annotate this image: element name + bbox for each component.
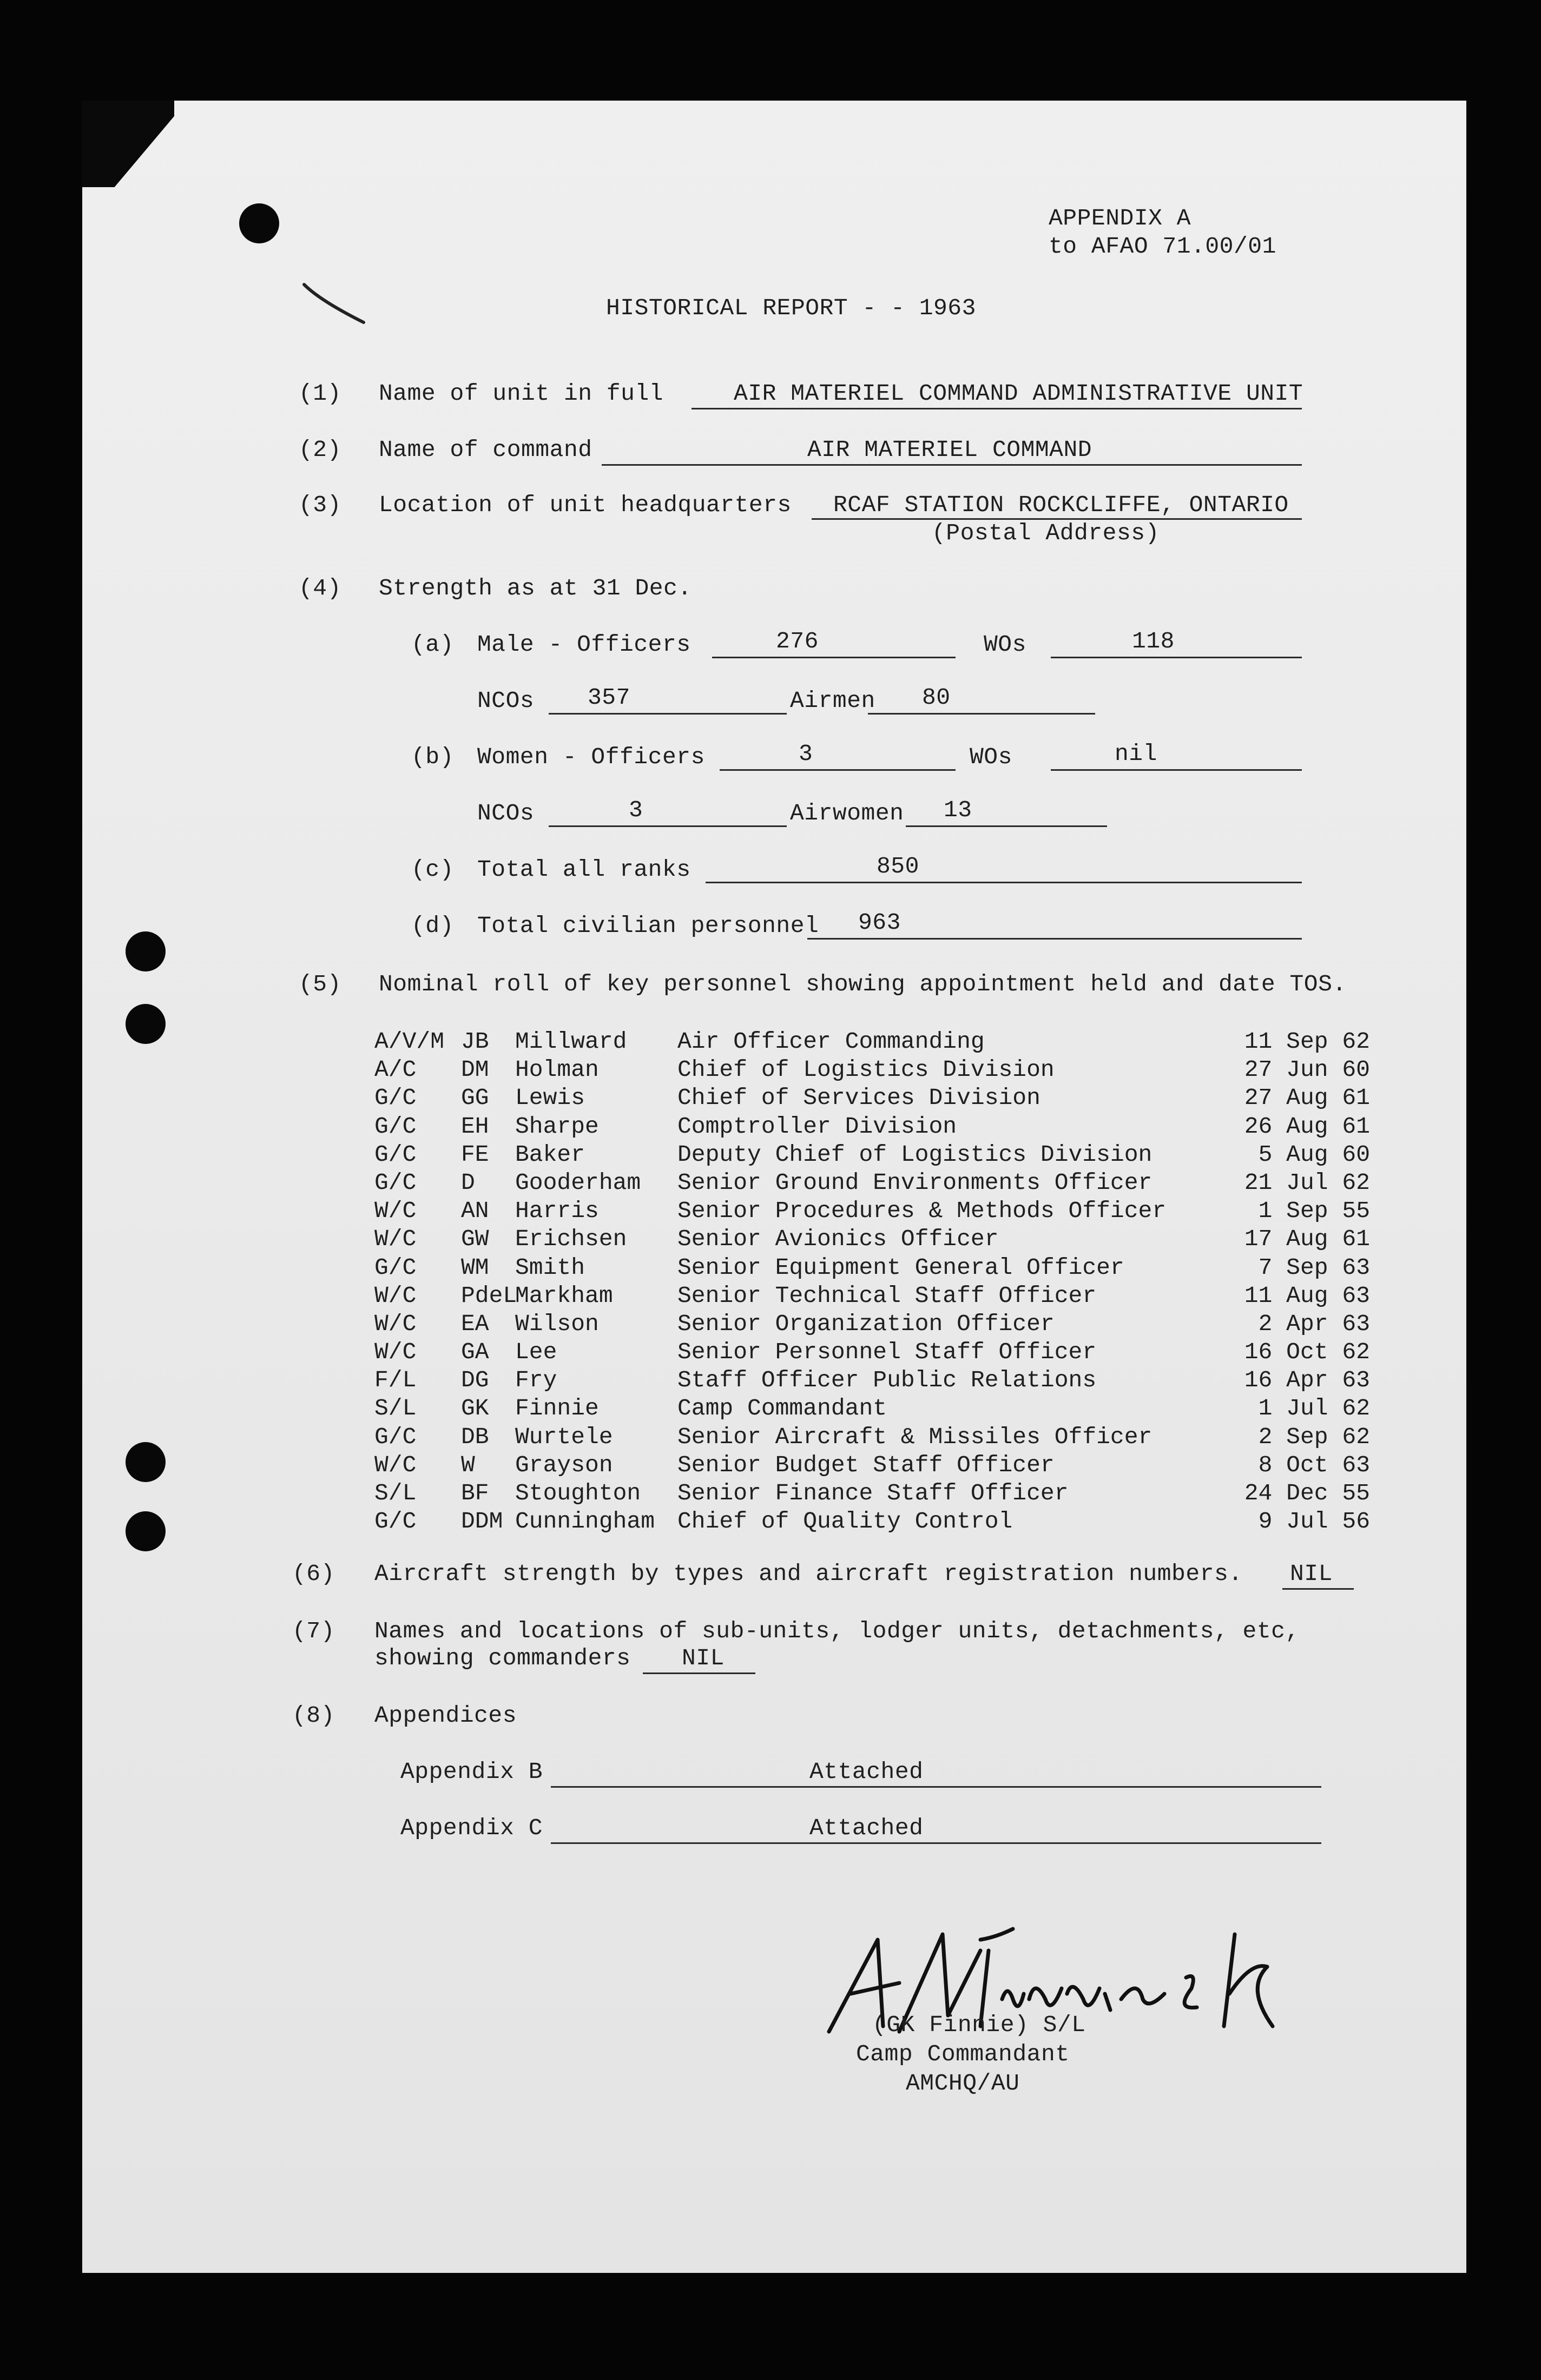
personnel-rank: F/L (374, 1367, 417, 1394)
strength-label: Strength as at 31 Dec. (379, 575, 692, 601)
personnel-appointment: Deputy Chief of Logistics Division (677, 1141, 1153, 1168)
personnel-appointment: Camp Commandant (677, 1395, 887, 1422)
personnel-name: Gooderham (515, 1169, 641, 1196)
personnel-appointment: Chief of Quality Control (677, 1508, 1013, 1535)
personnel-rank: G/C (374, 1508, 417, 1535)
personnel-name: Harris (515, 1198, 599, 1225)
punch-hole (126, 1442, 166, 1482)
sub-item-tag: (c) (411, 856, 454, 883)
personnel-date-tos: 27 Aug 61 (1244, 1085, 1370, 1112)
punch-hole (126, 931, 166, 971)
personnel-rank: G/C (374, 1423, 417, 1450)
sub-item-tag: (b) (411, 744, 454, 770)
item-number: (3) (299, 492, 341, 518)
airmen-value: 80 (922, 684, 951, 711)
personnel-name: Millward (515, 1028, 627, 1055)
personnel-initials: EA (461, 1310, 489, 1337)
signatory-title: Camp Commandant (856, 2041, 1070, 2067)
personnel-name: Grayson (515, 1451, 613, 1478)
personnel-date-tos: 7 Sep 63 (1258, 1254, 1370, 1281)
personnel-name: Stoughton (515, 1480, 641, 1506)
personnel-name: Wilson (515, 1310, 599, 1337)
item-number: (8) (292, 1702, 335, 1729)
civilian-personnel-value: 963 (858, 909, 901, 936)
appendix-c-value: Attached (809, 1815, 924, 1841)
underline (1051, 657, 1302, 658)
personnel-appointment: Senior Aircraft & Missiles Officer (677, 1423, 1153, 1450)
personnel-appointment: Staff Officer Public Relations (677, 1367, 1097, 1394)
women-wos-value: nil (1115, 741, 1157, 767)
appendix-b-value: Attached (809, 1758, 924, 1785)
personnel-initials: GG (461, 1085, 489, 1112)
underline (706, 882, 1302, 883)
aircraft-strength-label: Aircraft strength by types and aircraft registration numbers. (374, 1561, 1243, 1587)
personnel-initials: DG (461, 1367, 489, 1394)
personnel-date-tos: 27 Jun 60 (1244, 1056, 1370, 1083)
command-label: Name of command (379, 437, 592, 463)
personnel-appointment: Chief of Logistics Division (677, 1056, 1055, 1083)
item-number: (5) (299, 971, 341, 997)
underline (551, 1786, 1321, 1788)
personnel-initials: AN (461, 1198, 489, 1225)
underline (551, 1842, 1321, 1844)
personnel-rank: W/C (374, 1310, 417, 1337)
personnel-appointment: Senior Personnel Staff Officer (677, 1339, 1097, 1366)
personnel-name: Sharpe (515, 1113, 599, 1140)
personnel-initials: DDM (461, 1508, 503, 1535)
underline (807, 938, 1302, 940)
women-wos-label: WOs (970, 744, 1012, 770)
male-ncos-label: NCOs (477, 687, 535, 714)
underline (602, 464, 1302, 466)
personnel-rank: A/C (374, 1056, 417, 1083)
nominal-roll-label: Nominal roll of key personnel showing appointment held and date TOS. (379, 971, 1347, 997)
personnel-initials: WM (461, 1254, 489, 1281)
postal-address-note: (Postal Address) (932, 520, 1160, 546)
personnel-initials: DB (461, 1423, 489, 1450)
appendix-label: APPENDIX A (1049, 205, 1191, 232)
command-value: AIR MATERIEL COMMAND (807, 437, 1092, 463)
underline (643, 1672, 755, 1674)
male-wos-value: 118 (1132, 628, 1175, 654)
underline (720, 769, 956, 771)
underline (712, 657, 956, 658)
personnel-initials: PdeL (461, 1282, 517, 1309)
appendix-reference: to AFAO 71.00/01 (1049, 233, 1276, 260)
airwomen-label: Airwomen (790, 800, 904, 827)
personnel-appointment: Senior Equipment General Officer (677, 1254, 1124, 1281)
sub-units-label: Names and locations of sub-units, lodger units, detachments, etc, (374, 1618, 1300, 1644)
appendix-b-label: Appendix B (400, 1758, 543, 1785)
personnel-date-tos: 21 Jul 62 (1244, 1169, 1370, 1196)
personnel-rank: W/C (374, 1198, 417, 1225)
personnel-name: Lee (515, 1339, 557, 1366)
personnel-date-tos: 2 Apr 63 (1258, 1310, 1370, 1337)
signatory-name: (GK Finnie) S/L (872, 2012, 1086, 2038)
personnel-appointment: Senior Finance Staff Officer (677, 1480, 1069, 1506)
appendix-c-label: Appendix C (400, 1815, 543, 1841)
male-officers-value: 276 (776, 628, 819, 654)
personnel-date-tos: 9 Jul 56 (1258, 1508, 1370, 1535)
personnel-initials: DM (461, 1056, 489, 1083)
report-title: HISTORICAL REPORT - - 1963 (606, 295, 976, 321)
personnel-initials: BF (461, 1480, 489, 1506)
personnel-name: Baker (515, 1141, 585, 1168)
underline (1051, 769, 1302, 771)
unit-name-label: Name of unit in full (379, 380, 664, 407)
personnel-name: Cunningham (515, 1508, 655, 1535)
sub-units-label-continued: showing commanders (374, 1645, 631, 1671)
total-ranks-label: Total all ranks (477, 856, 691, 883)
personnel-name: Fry (515, 1367, 557, 1394)
personnel-date-tos: 24 Dec 55 (1244, 1480, 1370, 1506)
pen-mark (299, 279, 369, 328)
item-number: (7) (292, 1618, 335, 1644)
male-ncos-value: 357 (588, 684, 630, 711)
item-number: (4) (299, 575, 341, 601)
personnel-rank: W/C (374, 1282, 417, 1309)
women-ncos-label: NCOs (477, 800, 535, 827)
underline (1282, 1588, 1354, 1590)
signatory-unit: AMCHQ/AU (906, 2070, 1020, 2097)
personnel-appointment: Air Officer Commanding (677, 1028, 985, 1055)
personnel-date-tos: 1 Jul 62 (1258, 1395, 1370, 1422)
personnel-name: Lewis (515, 1085, 585, 1112)
women-officers-value: 3 (799, 741, 813, 767)
underline (549, 713, 787, 715)
airwomen-value: 13 (944, 797, 972, 823)
personnel-name: Markham (515, 1282, 613, 1309)
personnel-name: Holman (515, 1056, 599, 1083)
location-label: Location of unit headquarters (379, 492, 792, 518)
airmen-label: Airmen (790, 687, 875, 714)
item-number: (6) (292, 1561, 335, 1587)
women-officers-label: Women - Officers (477, 744, 705, 770)
personnel-initials: GW (461, 1226, 489, 1253)
aircraft-strength-value: NIL (1290, 1561, 1333, 1587)
personnel-date-tos: 8 Oct 63 (1258, 1451, 1370, 1478)
personnel-date-tos: 26 Aug 61 (1244, 1113, 1370, 1140)
sub-units-value: NIL (682, 1645, 725, 1671)
male-wos-label: WOs (984, 631, 1026, 658)
personnel-date-tos: 16 Oct 62 (1244, 1339, 1370, 1366)
civilian-personnel-label: Total civilian personnel (477, 913, 819, 939)
personnel-date-tos: 17 Aug 61 (1244, 1226, 1370, 1253)
personnel-rank: W/C (374, 1226, 417, 1253)
personnel-initials: GA (461, 1339, 489, 1366)
personnel-initials: GK (461, 1395, 489, 1422)
punch-hole (126, 1511, 166, 1551)
location-value: RCAF STATION ROCKCLIFFE, ONTARIO (833, 492, 1289, 518)
personnel-date-tos: 11 Sep 62 (1244, 1028, 1370, 1055)
sub-item-tag: (d) (411, 913, 454, 939)
male-officers-label: Male - Officers (477, 631, 691, 658)
personnel-appointment: Comptroller Division (677, 1113, 957, 1140)
sub-item-tag: (a) (411, 631, 454, 658)
personnel-rank: G/C (374, 1113, 417, 1140)
personnel-rank: W/C (374, 1451, 417, 1478)
personnel-name: Smith (515, 1254, 585, 1281)
personnel-appointment: Senior Avionics Officer (677, 1226, 999, 1253)
punch-hole (239, 203, 279, 243)
personnel-rank: G/C (374, 1169, 417, 1196)
item-number: (1) (299, 380, 341, 407)
underline (692, 408, 1302, 409)
item-number: (2) (299, 437, 341, 463)
personnel-name: Finnie (515, 1395, 599, 1422)
underline (868, 713, 1095, 715)
women-ncos-value: 3 (629, 797, 643, 823)
total-ranks-value: 850 (877, 853, 919, 880)
personnel-initials: FE (461, 1141, 489, 1168)
document-page (82, 101, 1466, 2273)
underline (549, 825, 787, 827)
personnel-date-tos: 11 Aug 63 (1244, 1282, 1370, 1309)
punch-hole (126, 1004, 166, 1044)
personnel-rank: S/L (374, 1395, 417, 1422)
personnel-date-tos: 2 Sep 62 (1258, 1423, 1370, 1450)
personnel-name: Wurtele (515, 1423, 613, 1450)
torn-corner (82, 101, 174, 187)
personnel-initials: EH (461, 1113, 489, 1140)
personnel-appointment: Senior Budget Staff Officer (677, 1451, 1055, 1478)
personnel-rank: G/C (374, 1141, 417, 1168)
appendices-label: Appendices (374, 1702, 517, 1729)
personnel-initials: D (461, 1169, 475, 1196)
personnel-rank: A/V/M (374, 1028, 445, 1055)
personnel-initials: W (461, 1451, 475, 1478)
personnel-rank: S/L (374, 1480, 417, 1506)
personnel-name: Erichsen (515, 1226, 627, 1253)
personnel-rank: G/C (374, 1085, 417, 1112)
personnel-appointment: Senior Organization Officer (677, 1310, 1055, 1337)
personnel-appointment: Senior Procedures & Methods Officer (677, 1198, 1167, 1225)
personnel-appointment: Senior Ground Environments Officer (677, 1169, 1153, 1196)
personnel-rank: W/C (374, 1339, 417, 1366)
personnel-date-tos: 1 Sep 55 (1258, 1198, 1370, 1225)
personnel-appointment: Chief of Services Division (677, 1085, 1040, 1112)
personnel-date-tos: 5 Aug 60 (1258, 1141, 1370, 1168)
unit-name-value: AIR MATERIEL COMMAND ADMINISTRATIVE UNIT (734, 380, 1303, 407)
personnel-initials: JB (461, 1028, 489, 1055)
personnel-rank: G/C (374, 1254, 417, 1281)
personnel-appointment: Senior Technical Staff Officer (677, 1282, 1097, 1309)
underline (906, 825, 1107, 827)
personnel-date-tos: 16 Apr 63 (1244, 1367, 1370, 1394)
